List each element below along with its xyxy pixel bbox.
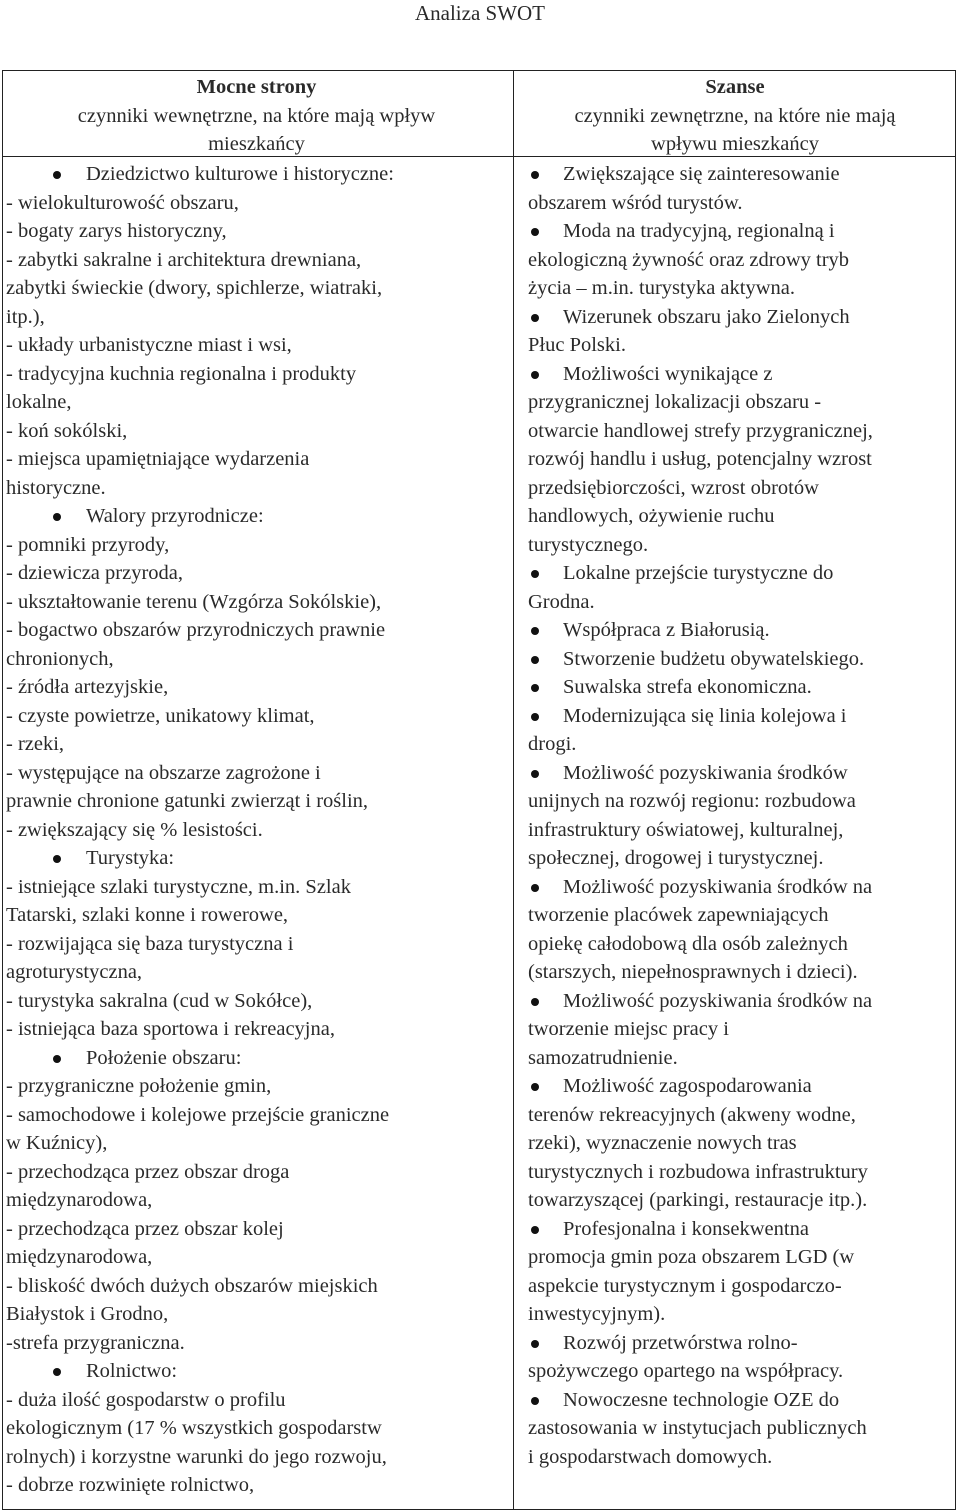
bullet-line: [528, 730, 948, 759]
bullet-dot-icon: [531, 228, 539, 236]
opportunities-header: [516, 73, 954, 159]
opportunity-item: [528, 645, 948, 674]
bullet-line: [528, 787, 948, 816]
opportunity-item: [528, 1329, 948, 1386]
bullet-heading: [528, 1072, 948, 1101]
bullet-heading: [528, 1215, 948, 1244]
bullet-line: [528, 246, 948, 275]
bullet-text: obszarem wśród turystów.: [528, 191, 743, 214]
bullet-heading: [528, 160, 948, 189]
bullet-dot-icon: [53, 1368, 61, 1376]
bullet-text: - bliskość dwóch dużych obszarów miejskich: [6, 1274, 378, 1297]
bullet-text: Położenie obszaru:: [86, 1046, 242, 1069]
bullet-heading: [528, 1386, 948, 1415]
bullet-text: Możliwości wynikające z: [563, 362, 773, 385]
bullet-text: Płuc Polski.: [528, 334, 626, 356]
bullet-line: [6, 901, 510, 930]
strengths-header: [4, 73, 509, 159]
bullet-text: Tatarski, szlaki konne i rowerowe,: [6, 904, 289, 926]
bullet-line: [528, 1272, 948, 1301]
bullet-text: aspekcie turystycznym i gospodarczo-: [528, 1274, 842, 1297]
strength-item: [6, 502, 510, 844]
bullet-line: [528, 1243, 948, 1272]
bullet-text: Suwalska strefa ekonomiczna.: [563, 676, 812, 698]
bullet-line: [6, 930, 510, 959]
bullet-line: [6, 616, 510, 645]
bullet-text: -strefa przygraniczna.: [6, 1331, 185, 1354]
bullet-text: - przygraniczne położenie gmin,: [6, 1075, 272, 1097]
bullet-dot-icon: [531, 884, 539, 892]
bullet-line: [6, 417, 510, 446]
bullet-heading: [6, 844, 510, 873]
bullet-line: [6, 1243, 510, 1272]
bullet-line: [6, 445, 510, 474]
opportunity-item: [528, 616, 948, 645]
bullet-text: opiekę całodobową dla osób zależnych: [528, 932, 848, 955]
bullet-text: przedsiębiorczości, wzrost obrotów: [528, 476, 819, 499]
bullet-text: - przechodząca przez obszar kolej: [6, 1217, 284, 1240]
bullet-line: [528, 816, 948, 845]
opportunity-item: [528, 217, 948, 303]
bullet-text: - ukształtowanie terenu (Wzgórza Sokólskie),: [6, 590, 382, 613]
bullet-text: historyczne.: [6, 476, 106, 499]
bullet-heading: [528, 559, 948, 588]
bullet-text: Możliwość zagospodarowania: [563, 1075, 812, 1097]
bullet-line: [6, 1129, 510, 1158]
bullet-line: [6, 189, 510, 218]
bullet-text: - turystyka sakralna (cud w Sokółce),: [6, 989, 313, 1012]
bullet-line: [528, 930, 948, 959]
opportunity-item: [528, 360, 948, 560]
strengths-list: [6, 160, 510, 1500]
bullet-line: [6, 588, 510, 617]
bullet-text: ekologicznym (17 % wszystkich gospodarstw: [6, 1417, 382, 1439]
bullet-text: - czyste powietrze, unikatowy klimat,: [6, 704, 315, 727]
bullet-text: Możliwość pozyskiwania środków na: [563, 989, 873, 1012]
bullet-text: otwarcie handlowej strefy przygranicznej,: [528, 419, 873, 442]
bullet-dot-icon: [53, 171, 61, 179]
bullet-heading: [528, 1329, 948, 1358]
bullet-dot-icon: [531, 627, 539, 635]
bullet-text: handlowych, ożywienie ruchu: [528, 505, 775, 527]
bullet-dot-icon: [531, 998, 539, 1006]
bullet-heading: [6, 1357, 510, 1386]
strengths-subtitle-line: mieszkańcy: [208, 133, 305, 155]
bullet-line: [6, 987, 510, 1016]
bullet-heading: [528, 217, 948, 246]
bullet-text: międzynarodowa,: [6, 1246, 153, 1268]
bullet-text: Możliwość pozyskiwania środków na: [563, 875, 873, 898]
bullet-line: [6, 246, 510, 275]
bullet-dot-icon: [531, 1083, 539, 1091]
bullet-text: i gospodarstwach domowych.: [528, 1445, 773, 1468]
opportunity-item: [528, 1072, 948, 1215]
bullet-text: unijnych na rozwój regionu: rozbudowa: [528, 790, 856, 812]
bullet-text: agroturystyczna,: [6, 961, 143, 983]
page-title: Analiza SWOT: [414, 1, 546, 25]
bullet-line: [6, 1471, 510, 1500]
bullet-line: [528, 274, 948, 303]
bullet-text: - koń sokólski,: [6, 419, 128, 442]
bullet-text: Współpraca z Białorusią.: [563, 619, 770, 641]
bullet-line: [6, 787, 510, 816]
bullet-dot-icon: [531, 1340, 539, 1348]
bullet-line: [6, 559, 510, 588]
strengths-title: Mocne strony: [196, 76, 317, 98]
bullet-line: [6, 673, 510, 702]
strength-item: [6, 160, 510, 502]
bullet-line: [528, 1186, 948, 1215]
bullet-text: turystycznych i rozbudowa infrastruktury: [528, 1160, 868, 1183]
bullet-heading: [528, 702, 948, 731]
bullet-text: lokalne,: [6, 391, 72, 413]
bullet-heading: [528, 360, 948, 389]
bullet-line: [6, 1272, 510, 1301]
bullet-text: w Kuźnicy),: [6, 1132, 108, 1154]
bullet-dot-icon: [53, 513, 61, 521]
bullet-line: [528, 1158, 948, 1187]
opportunity-item: [528, 873, 948, 987]
bullet-line: [6, 645, 510, 674]
bullet-text: - rozwijająca się baza turystyczna i: [6, 932, 294, 955]
bullet-line: [6, 531, 510, 560]
bullet-line: [6, 474, 510, 503]
bullet-dot-icon: [531, 570, 539, 578]
bullet-text: Dziedzictwo kulturowe i historyczne:: [86, 163, 394, 185]
bullet-text: - przechodząca przez obszar droga: [6, 1160, 290, 1183]
bullet-line: [6, 702, 510, 731]
bullet-text: - istniejące szlaki turystyczne, m.in. Szlak: [6, 875, 351, 898]
strength-item: [6, 1044, 510, 1358]
bullet-line: [6, 1215, 510, 1244]
bullet-line: [6, 1300, 510, 1329]
bullet-heading: [528, 673, 948, 702]
bullet-text: tworzenie miejsc pracy i: [528, 1018, 729, 1040]
opportunities-subtitle-line: wpływu mieszkańcy: [651, 133, 819, 155]
bullet-heading: [6, 1044, 510, 1073]
bullet-text: społecznej, drogowej i turystycznej.: [528, 847, 824, 869]
bullet-line: [528, 901, 948, 930]
opportunity-item: [528, 559, 948, 616]
bullet-line: [528, 1300, 948, 1329]
bullet-text: - tradycyjna kuchnia regionalna i produkty: [6, 362, 357, 385]
column-divider: [513, 70, 514, 1510]
bullet-text: infrastruktury oświatowej, kulturalnej,: [528, 818, 844, 841]
bullet-text: rolnych) i korzystne warunki do jego rozwoju,: [6, 1445, 387, 1468]
bullet-text: - pomniki przyrody,: [6, 533, 170, 556]
bullet-line: [528, 844, 948, 873]
opportunity-item: [528, 987, 948, 1073]
bullet-line: [528, 958, 948, 987]
opportunities-subtitle-line: czynniki zewnętrzne, na które nie mają: [574, 104, 896, 127]
bullet-line: [528, 588, 948, 617]
bullet-text: chronionych,: [6, 647, 114, 670]
bullet-text: Walory przyrodnicze:: [86, 505, 264, 527]
bullet-line: [6, 958, 510, 987]
bullet-line: [6, 1101, 510, 1130]
bullet-line: [6, 303, 510, 332]
strength-item: [6, 844, 510, 1044]
bullet-text: Moda na tradycyjną, regionalną i: [563, 220, 835, 242]
bullet-dot-icon: [53, 855, 61, 863]
bullet-text: życia – m.in. turystyka aktywna.: [528, 277, 796, 299]
bullet-heading: [528, 303, 948, 332]
bullet-heading: [528, 645, 948, 674]
bullet-text: - zwiększający się % lesistości.: [6, 818, 263, 841]
bullet-dot-icon: [531, 656, 539, 664]
bullet-text: spożywczego opartego na współpracy.: [528, 1360, 844, 1382]
bullet-line: [6, 1386, 510, 1415]
bullet-line: [528, 474, 948, 503]
bullet-text: turystycznego.: [528, 533, 649, 556]
bullet-dot-icon: [531, 171, 539, 179]
bullet-text: Rozwój przetwórstwa rolno-: [563, 1331, 798, 1354]
bullet-text: Możliwość pozyskiwania środków: [563, 761, 848, 784]
bullet-heading: [528, 987, 948, 1016]
bullet-text: inwestycyjnym).: [528, 1303, 666, 1325]
bullet-text: międzynarodowa,: [6, 1189, 153, 1211]
bullet-text: zabytki świeckie (dwory, spichlerze, wiatraki,: [6, 277, 383, 299]
strengths-subtitle-line: czynniki wewnętrzne, na które mają wpływ: [77, 104, 436, 127]
bullet-text: terenów rekreacyjnych (akweny wodne,: [528, 1103, 856, 1126]
bullet-heading: [6, 160, 510, 189]
bullet-text: - wielokulturowość obszaru,: [6, 191, 239, 214]
bullet-line: [6, 388, 510, 417]
bullet-text: - samochodowe i kolejowe przejście graniczne: [6, 1103, 390, 1126]
bullet-heading: [6, 502, 510, 531]
bullet-text: Wizerunek obszaru jako Zielonych: [563, 305, 850, 328]
bullet-text: tworzenie placówek zapewniających: [528, 904, 829, 926]
opportunity-item: [528, 702, 948, 759]
bullet-text: - duża ilość gospodarstw o profilu: [6, 1388, 286, 1411]
bullet-text: prawnie chronione gatunki zwierząt i roślin,: [6, 790, 369, 812]
bullet-text: drogi.: [528, 733, 577, 755]
opportunity-item: [528, 160, 948, 217]
bullet-line: [6, 759, 510, 788]
bullet-line: [528, 1015, 948, 1044]
bullet-text: samozatrudnienie.: [528, 1046, 678, 1069]
bullet-text: - dziewicza przyroda,: [6, 562, 183, 584]
bullet-line: [6, 217, 510, 246]
bullet-text: Grodna.: [528, 590, 595, 613]
bullet-line: [6, 1186, 510, 1215]
bullet-line: [528, 331, 948, 360]
bullet-text: - miejsca upamiętniające wydarzenia: [6, 448, 310, 470]
bullet-text: towarzyszącej (parkingi, restauracje itp.).: [528, 1189, 868, 1211]
bullet-text: - rzeki,: [6, 733, 65, 755]
strength-item: [6, 1357, 510, 1500]
bullet-text: - dobrze rozwinięte rolnictwo,: [6, 1474, 255, 1496]
bullet-text: Profesjonalna i konsekwentna: [563, 1217, 809, 1240]
bullet-text: Stworzenie budżetu obywatelskiego.: [563, 647, 865, 670]
bullet-line: [528, 1129, 948, 1158]
bullet-text: promocja gmin poza obszarem LGD (w: [528, 1246, 855, 1268]
bullet-text: rozwój handlu i usług, potencjalny wzrost: [528, 448, 872, 470]
bullet-heading: [528, 873, 948, 902]
bullet-line: [528, 189, 948, 218]
bullet-text: zastosowania w instytucjach publicznych: [528, 1417, 867, 1439]
bullet-line: [528, 1414, 948, 1443]
bullet-line: [6, 331, 510, 360]
bullet-text: - źródła artezyjskie,: [6, 676, 169, 698]
bullet-line: [6, 1072, 510, 1101]
bullet-text: ekologiczną żywność oraz zdrowy tryb: [528, 248, 850, 271]
bullet-line: [6, 1443, 510, 1472]
opportunity-item: [528, 1215, 948, 1329]
bullet-line: [528, 1357, 948, 1386]
bullet-text: Zwiększające się zainteresowanie: [563, 163, 840, 185]
opportunities-title: Szanse: [705, 76, 765, 98]
bullet-text: - występujące na obszarze zagrożone i: [6, 761, 321, 784]
bullet-text: Białystok i Grodno,: [6, 1303, 169, 1325]
bullet-text: Turystyka:: [86, 847, 175, 869]
bullet-text: - układy urbanistyczne miast i wsi,: [6, 334, 292, 356]
bullet-line: [528, 417, 948, 446]
bullet-line: [6, 816, 510, 845]
bullet-dot-icon: [531, 684, 539, 692]
bullet-text: Rolnictwo:: [86, 1360, 178, 1382]
bullet-text: itp.),: [6, 305, 45, 328]
bullet-text: - zabytki sakralne i architektura drewniana,: [6, 248, 362, 271]
opportunity-item: [528, 759, 948, 873]
bullet-line: [6, 873, 510, 902]
bullet-dot-icon: [531, 1397, 539, 1405]
bullet-line: [528, 1443, 948, 1472]
bullet-line: [528, 388, 948, 417]
bullet-text: Modernizująca się linia kolejowa i: [563, 704, 847, 727]
opportunity-item: [528, 673, 948, 702]
bullet-text: Nowoczesne technologie OZE do: [563, 1388, 840, 1411]
bullet-heading: [528, 616, 948, 645]
bullet-line: [6, 274, 510, 303]
bullet-text: rzeki), wyznaczenie nowych tras: [528, 1132, 797, 1154]
bullet-dot-icon: [531, 1226, 539, 1234]
bullet-line: [6, 1414, 510, 1443]
bullet-line: [528, 1101, 948, 1130]
bullet-dot-icon: [531, 770, 539, 778]
bullet-dot-icon: [531, 371, 539, 379]
bullet-line: [6, 730, 510, 759]
bullet-text: Lokalne przejście turystyczne do: [563, 562, 834, 584]
bullet-line: [528, 502, 948, 531]
bullet-line: [6, 1015, 510, 1044]
bullet-dot-icon: [531, 713, 539, 721]
opportunity-item: [528, 303, 948, 360]
bullet-line: [528, 445, 948, 474]
bullet-text: - bogactwo obszarów przyrodniczych prawnie: [6, 619, 386, 641]
bullet-heading: [528, 759, 948, 788]
bullet-text: - bogaty zarys historyczny,: [6, 220, 227, 242]
opportunities-list: [528, 160, 948, 1471]
bullet-text: przygranicznej lokalizacji obszaru -: [528, 391, 822, 413]
bullet-line: [6, 1158, 510, 1187]
bullet-text: - istniejąca baza sportowa i rekreacyjna,: [6, 1018, 335, 1040]
bullet-line: [528, 531, 948, 560]
bullet-dot-icon: [531, 314, 539, 322]
opportunity-item: [528, 1386, 948, 1472]
bullet-dot-icon: [53, 1055, 61, 1063]
bullet-line: [6, 1329, 510, 1358]
bullet-line: [528, 1044, 948, 1073]
bullet-line: [6, 360, 510, 389]
bullet-text: (starszych, niepełnosprawnych i dzieci).: [528, 961, 858, 983]
